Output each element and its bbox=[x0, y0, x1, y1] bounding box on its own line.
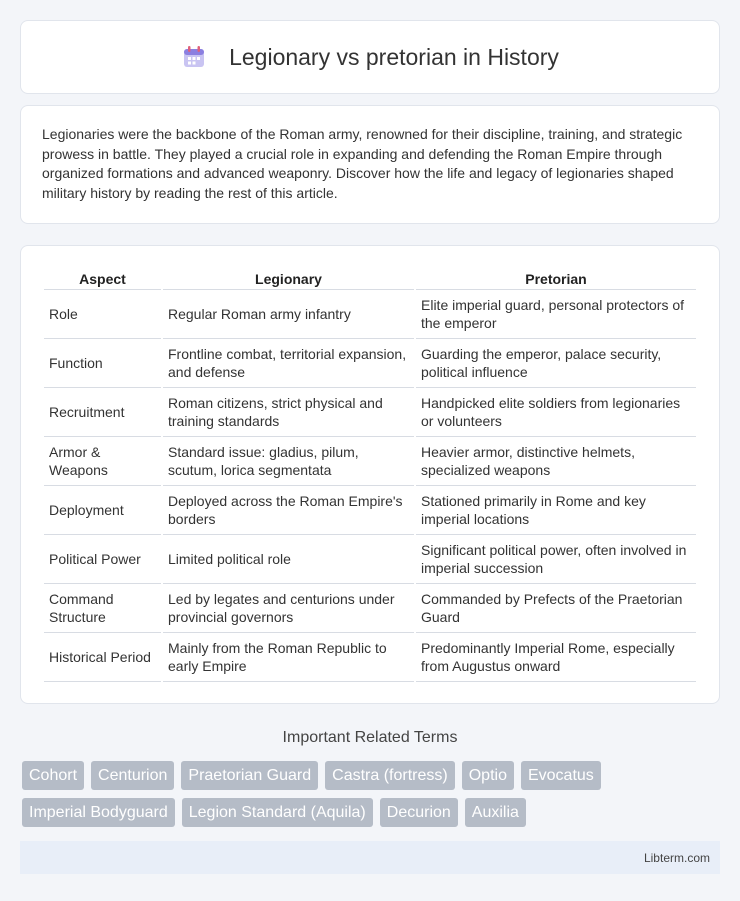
tag-evocatus[interactable]: Evocatus bbox=[521, 761, 601, 790]
intro-text: Legionaries were the backbone of the Roman army, renowned for their discipline, training, and strategic prowess in battle. They played a crucial role in expanding and defending the Roman Empire through organized formations and advanced weaponry. Discover how the life and legacy of legionaries shaped military history by reading the rest of this article. bbox=[42, 126, 683, 201]
table-cell: Function bbox=[44, 339, 161, 388]
tag-auxilia[interactable]: Auxilia bbox=[465, 798, 526, 827]
table-cell: Political Power bbox=[44, 535, 161, 584]
tag-cohort[interactable]: Cohort bbox=[22, 761, 84, 790]
table-cell: Significant political power, often involved in imperial succession bbox=[416, 535, 696, 584]
related-terms-list bbox=[20, 761, 720, 827]
table-row bbox=[44, 339, 696, 388]
calendar-icon bbox=[181, 44, 207, 70]
comparison-table-card bbox=[20, 245, 720, 704]
table-cell: Historical Period bbox=[44, 633, 161, 682]
table-cell: Roman citizens, strict physical and training standards bbox=[163, 388, 414, 437]
tag-castra[interactable]: Castra (fortress) bbox=[325, 761, 455, 790]
tag-centurion[interactable]: Centurion bbox=[91, 761, 174, 790]
page-title: Legionary vs pretorian in History bbox=[229, 43, 559, 70]
tag-legion-standard[interactable]: Legion Standard (Aquila) bbox=[182, 798, 373, 827]
table-cell: Elite imperial guard, personal protectors of the emperor bbox=[416, 290, 696, 339]
header-pretorian: Pretorian bbox=[416, 264, 696, 290]
table-row bbox=[44, 584, 696, 633]
table-cell: Command Structure bbox=[44, 584, 161, 633]
table-cell: Led by legates and centurions under provincial governors bbox=[163, 584, 414, 633]
table-row bbox=[44, 486, 696, 535]
table-cell: Armor & Weapons bbox=[44, 437, 161, 486]
footer bbox=[20, 841, 720, 874]
table-row bbox=[44, 535, 696, 584]
footer-brand-link[interactable]: Libterm.com bbox=[643, 850, 710, 865]
table-cell: Heavier armor, distinctive helmets, specialized weapons bbox=[416, 437, 696, 486]
related-terms-title: Important Related Terms bbox=[282, 729, 458, 746]
tag-optio[interactable]: Optio bbox=[462, 761, 514, 790]
table-cell: Handpicked elite soldiers from legionaries or volunteers bbox=[416, 388, 696, 437]
table-cell: Standard issue: gladius, pilum, scutum, lorica segmentata bbox=[163, 437, 414, 486]
table-header-row bbox=[44, 264, 696, 290]
table-cell: Deployment bbox=[44, 486, 161, 535]
table-cell: Guarding the emperor, palace security, political influence bbox=[416, 339, 696, 388]
table-cell: Regular Roman army infantry bbox=[163, 290, 414, 339]
table-row bbox=[44, 633, 696, 682]
table-cell: Deployed across the Roman Empire's borders bbox=[163, 486, 414, 535]
tag-imperial-bodyguard[interactable]: Imperial Bodyguard bbox=[22, 798, 175, 827]
table-row bbox=[44, 388, 696, 437]
table-row bbox=[44, 290, 696, 339]
table-cell: Commanded by Prefects of the Praetorian Guard bbox=[416, 584, 696, 633]
table-cell: Role bbox=[44, 290, 161, 339]
tag-decurion[interactable]: Decurion bbox=[380, 798, 458, 827]
header-aspect: Aspect bbox=[44, 264, 161, 290]
intro-card bbox=[20, 105, 720, 224]
table-cell: Frontline combat, territorial expansion, and defense bbox=[163, 339, 414, 388]
table-cell: Limited political role bbox=[163, 535, 414, 584]
table-cell: Mainly from the Roman Republic to early Empire bbox=[163, 633, 414, 682]
header-card bbox=[20, 20, 720, 94]
header-legionary: Legionary bbox=[163, 264, 414, 290]
table-cell: Recruitment bbox=[44, 388, 161, 437]
table-cell: Stationed primarily in Rome and key imperial locations bbox=[416, 486, 696, 535]
tag-praetorian-guard[interactable]: Praetorian Guard bbox=[181, 761, 318, 790]
table-row bbox=[44, 437, 696, 486]
table-cell: Predominantly Imperial Rome, especially from Augustus onward bbox=[416, 633, 696, 682]
comparison-table bbox=[42, 264, 698, 682]
